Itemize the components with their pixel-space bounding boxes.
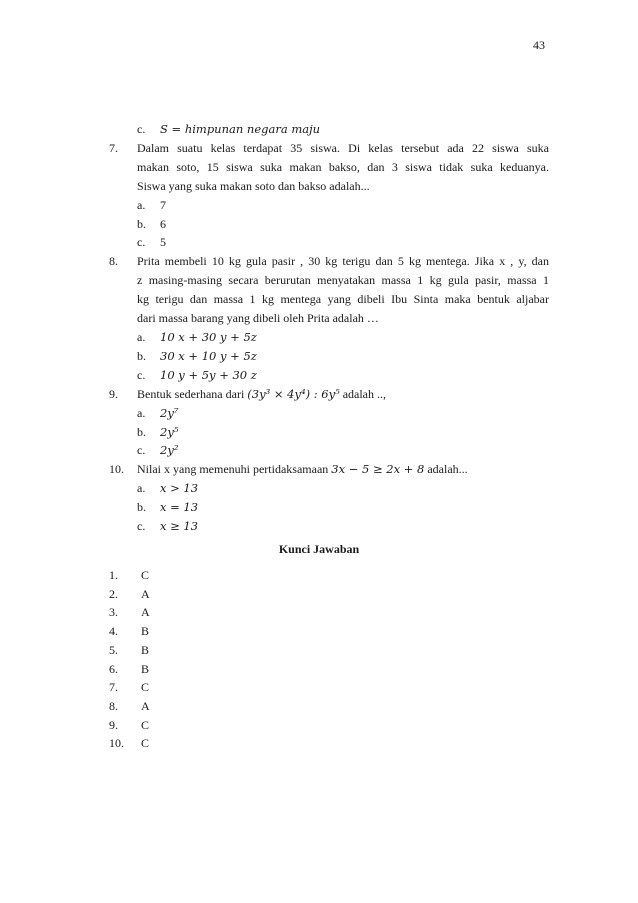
answer-key-title: Kunci Jawaban [278,542,360,556]
question-stem-line: dari massa barang yang dibeli oleh Prita adalah … [137,311,379,326]
question-number: 9. [109,386,118,401]
previous-question-option [109,120,549,139]
question-number: 8. [109,254,118,269]
answer-number: 8. [109,698,118,713]
option-b [109,347,549,366]
option-letter: b. [137,500,146,515]
answer-letter: C [141,717,150,732]
answer-letter: B [141,642,150,657]
option-text: S = himpunan negara maju [160,122,321,136]
option-letter: a. [137,197,146,212]
answer-number: 5. [109,642,118,657]
answer-key-item [109,678,150,697]
answer-number: 9. [109,717,118,732]
answer-number: 2. [109,586,118,601]
option-c [109,366,549,385]
answer-number: 6. [109,661,118,676]
answer-letter: A [141,698,150,713]
option-text: 7 [160,197,166,212]
option-a [109,328,549,347]
answer-number: 10. [109,736,124,751]
option-a [109,196,549,215]
answer-key-item [109,716,150,735]
answer-letter: C [141,736,150,751]
answer-key-item [109,603,150,622]
answer-key-item [109,566,150,585]
option-letter: b. [137,424,146,439]
option-b [109,423,549,442]
option-letter: c. [137,519,146,534]
question-number: 7. [109,140,118,155]
option-letter: b. [137,216,146,231]
answer-letter: A [141,605,150,620]
page-number: 43 [533,38,545,52]
answer-letter: C [141,568,150,582]
answer-number: 3. [109,605,118,620]
question-stem-text: adalah .., [339,386,386,401]
answer-letter: B [141,624,150,639]
question-8 [109,252,549,384]
option-b [109,498,549,517]
question-stem-text: Nilai x yang memenuhi pertidaksamaan [137,462,332,477]
question-stem-math: (3y³ × 4y⁴) : 6y⁵ [247,386,340,401]
option-letter: a. [137,329,146,344]
question-stem-text: Bentuk sederhana dari [137,386,248,401]
option-text: x = 13 [160,500,199,515]
option-a [109,479,549,498]
answer-letter: C [141,680,150,695]
answer-letter: A [141,586,150,601]
option-letter: a. [137,405,146,420]
question-7 [109,139,549,252]
option-text: x ≥ 13 [160,519,199,534]
question-stem-line: Dalam suatu kelas terdapat 35 siswa. Di kelas tersebut ada 22 siswa suka [137,140,549,155]
answer-number: 1. [109,568,118,582]
option-text: 2y⁷ [160,405,179,420]
option-text: 10 x + 30 y + 5z [160,329,257,344]
answer-number: 4. [109,624,118,639]
question-10 [109,460,549,536]
option-text: x > 13 [160,481,199,496]
question-stem-line: makan soto, 15 siswa suka makan bakso, dan 3 siswa tidak suka keduanya. [137,159,549,174]
option-c [109,233,549,252]
question-stem-math: 3x − 5 ≥ 2x + 8 [331,462,425,477]
answer-key-item [109,660,150,679]
answer-key-item [109,585,150,604]
question-stem-line: kg terigu dan massa 1 kg mentega yang dibeli Ibu Sinta maka bentuk aljabar [137,292,549,307]
option-text: 2y² [160,443,179,458]
option-letter: c. [137,122,146,136]
question-stem-line: Siswa yang suka makan soto dan bakso adalah... [137,178,370,193]
option-letter: c. [137,235,146,250]
option-text: 30 x + 10 y + 5z [160,348,257,363]
option-text: 10 y + 5y + 30 z [160,367,257,382]
answer-number: 7. [109,680,118,695]
option-letter: a. [137,481,146,496]
option-letter: b. [137,348,146,363]
question-stem-line: z masing-masing secara berurutan menyatakan massa 1 kg gula pasir, massa 1 [137,273,549,288]
option-text: 2y⁵ [160,424,179,439]
option-letter: c. [137,443,146,458]
question-number: 10. [109,462,124,477]
answer-key-list [109,566,150,753]
answer-letter: B [141,661,150,676]
option-c [109,517,549,536]
answer-key-item [109,641,150,660]
option-text: 6 [160,216,166,231]
question-9 [109,385,549,461]
answer-key-item [109,734,150,753]
option-b [109,215,549,234]
answer-key-item [109,697,150,716]
option-c [109,441,549,460]
option-letter: c. [137,367,146,382]
option-text: 5 [160,235,166,250]
question-stem-text: adalah... [424,462,468,477]
option-a [109,404,549,423]
answer-key-item [109,622,150,641]
questions-section [109,120,549,536]
question-stem-line: Prita membeli 10 kg gula pasir , 30 kg terigu dan 5 kg mentega. Jika x , y, dan [137,254,549,269]
